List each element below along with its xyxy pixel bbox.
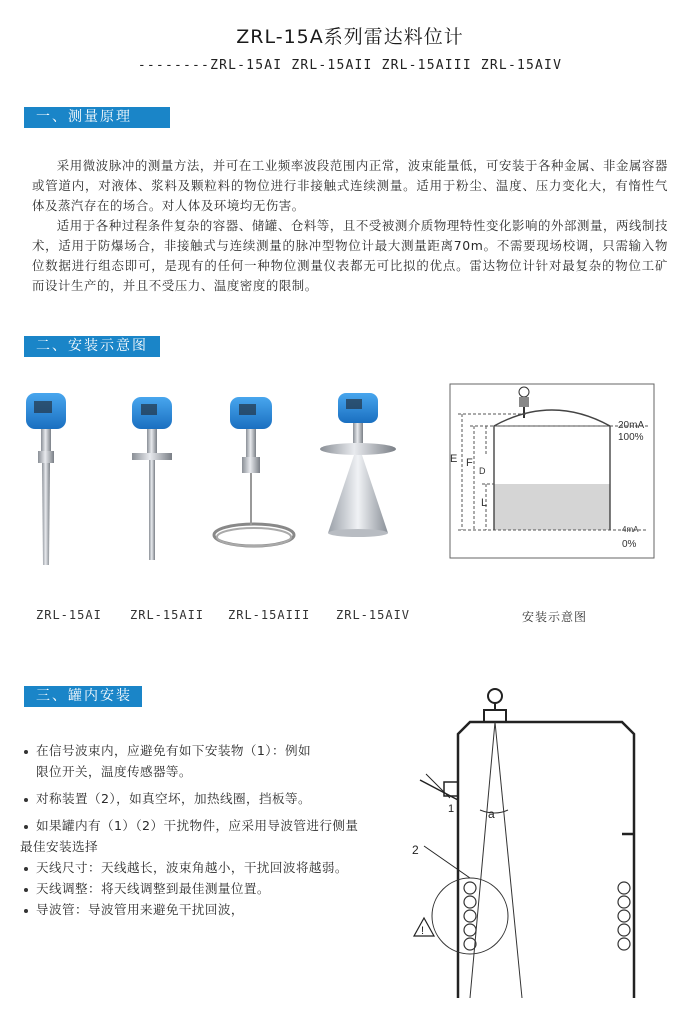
section3-heading: 三、罐内安装 bbox=[24, 686, 142, 706]
section3-header bbox=[24, 686, 142, 706]
section1-heading: 一、测量原理 bbox=[24, 107, 170, 127]
section2-heading: 二、安装示意图 bbox=[24, 336, 160, 356]
label-l: L bbox=[481, 497, 488, 509]
label-4ma: 4mA bbox=[622, 525, 639, 534]
bullet-item: 如果罐内有（1）（2）干扰物件，应采用导波管进行侧量 bbox=[20, 815, 410, 836]
tank-installation-diagram bbox=[400, 682, 650, 1000]
section1-body bbox=[32, 156, 668, 296]
section3-underline bbox=[24, 706, 142, 707]
label-20ma: 20mA bbox=[618, 420, 645, 431]
bullet-item-continued: 最佳安装选择 bbox=[20, 839, 98, 854]
page-title: ZRL-15A系列雷达料位计 bbox=[236, 26, 464, 48]
caption-zrl15ai: ZRL-15AI bbox=[36, 608, 102, 622]
device-zrl15aiii-image bbox=[214, 397, 294, 546]
section2-underline bbox=[24, 356, 160, 357]
radar-head bbox=[488, 689, 502, 703]
heating-coil-left bbox=[464, 882, 476, 950]
device-zrl15ai-image bbox=[26, 393, 66, 565]
beam-angle-label: a bbox=[488, 807, 495, 821]
bullet-item: 天线尺寸：天线越长，波束角越小，干扰回波将越弱。 bbox=[20, 857, 410, 878]
label-f: F bbox=[466, 457, 473, 469]
installation-diagram bbox=[448, 382, 658, 562]
item-2-label: 2 bbox=[412, 843, 419, 857]
bullet-item: 天线调整：将天线调整到最佳测量位置。 bbox=[20, 878, 410, 899]
bullet-item: 对称装置（2），如真空坏，加热线圈，挡板等。 bbox=[20, 788, 410, 809]
diagram-caption: 安装示意图 bbox=[522, 610, 588, 624]
device-zrl15aii-image bbox=[132, 397, 172, 560]
model-list: --------ZRL-15AI ZRL-15AII ZRL-15AIII ZRL-15AIV bbox=[137, 58, 563, 73]
label-100pct: 100% bbox=[618, 432, 644, 443]
installation-guidelines bbox=[20, 740, 410, 920]
bullet-item: 在信号波束内，应避免有如下安装物（1）：例如 bbox=[20, 740, 410, 761]
bullet-item: 导波管：导波管用来避免干扰回波， bbox=[20, 899, 410, 920]
section1-paragraph-2: 适用于各种过程条件复杂的容器、储罐、仓料等，且不受被测介质物理特性变化影响的外部测量，两线制技术，适用于防爆场合，非接触式与连续测量的脉冲型物位计最大测量距离70m。不需要现场校调，只需输入物位数据进行组态即可，是现有的任何一种物位测量仪表都无可比拟的优点。雷达物位计针对最复杂的物位工矿而设计生产的，并且不受压力、温度密度的限制。 bbox=[32, 218, 668, 293]
section1-header bbox=[24, 107, 170, 127]
item-1-label: 1 bbox=[448, 803, 455, 815]
heating-coil-right bbox=[618, 882, 630, 950]
device-zrl15aiv-image bbox=[320, 393, 396, 537]
bullet-item-continued: 限位开关，温度传感器等。 bbox=[36, 764, 192, 779]
caption-zrl15aiii: ZRL-15AIII bbox=[228, 608, 311, 622]
liquid-level-fill bbox=[494, 484, 610, 530]
warning-symbol: ! bbox=[421, 925, 425, 937]
section1-paragraph-1: 采用微波脉冲的测量方法，并可在工业频率波段范围内正常，波束能量低，可安装于各种金属、非金属容器或管道内，对液体、浆料及颗粒料的物位进行非接触式连续测量。适用于粉尘、温度、压力变化大，有惰性气体及蒸汽存在的场合。对人体及环境均无伤害。 bbox=[32, 158, 668, 213]
label-0pct: 0% bbox=[622, 539, 637, 550]
label-e: E bbox=[450, 453, 458, 465]
label-d: D bbox=[479, 466, 486, 476]
caption-zrl15aiv: ZRL-15AIV bbox=[336, 608, 411, 622]
section2-header bbox=[24, 336, 160, 356]
section1-underline bbox=[24, 127, 170, 128]
product-images bbox=[20, 385, 430, 590]
caption-zrl15aii: ZRL-15AII bbox=[130, 608, 205, 622]
